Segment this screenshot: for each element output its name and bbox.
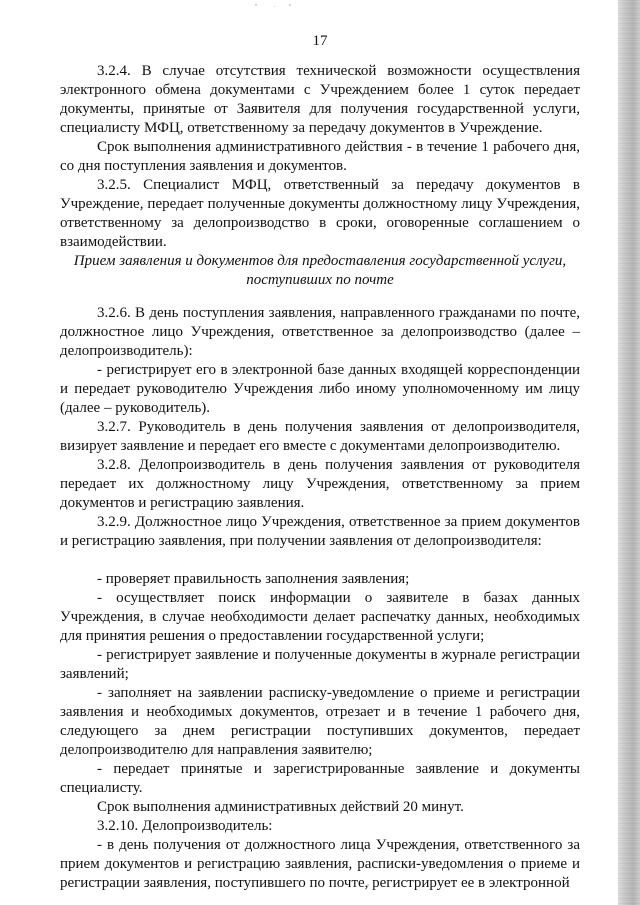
paragraph-receipt-item: - заполняет на заявлении расписку-уведомление о приеме и регистрации заявления и необходимых документов, отрезает и в течение 1 рабочего дня, следующего за днем регистрации поступивших документов, передает делопроизводителю для направления заявителю; — [60, 685, 580, 758]
paragraph-3-2-9: 3.2.9. Должностное лицо Учреждения, ответственное за прием документов и регистрацию заявления, при получении заявления от делопроизводителя: — [60, 514, 580, 549]
paragraph-3-2-10: 3.2.10. Делопроизводитель: — [97, 818, 273, 834]
paragraph-register-item: - регистрирует его в электронной базе данных входящей корреспонденции и передает руководителю Учреждения либо иному уполномоченному им лицу (далее – руководитель). — [60, 362, 580, 416]
page-number: 17 — [312, 33, 328, 49]
paragraph-journal-item: - регистрирует заявление и полученные документы в журнале регистрации заявлений; — [60, 647, 580, 682]
paragraph-transfer-item: - передает принятые и зарегистрированные заявление и документы специалисту. — [60, 761, 580, 796]
scan-speck — [274, 6, 275, 7]
paragraph-3-2-6: 3.2.6. В день поступления заявления, направленного гражданами по почте, должностное лицо Учреждения, ответственное за делопроизводство (далее – делопроизводитель): — [60, 305, 580, 359]
paragraph-check-item: - проверяет правильность заполнения заявления; — [97, 571, 410, 587]
paragraph-3-2-5: 3.2.5. Специалист МФЦ, ответственный за передачу документов в Учреждение, передает полученные документы должностному лицу Учреждения, ответственному за делопроизводство в сроки, оговоренные соглашением о взаимодействии. — [60, 177, 580, 250]
paragraph-deadline-1: Срок выполнения административного действия - в течение 1 рабочего дня, со дня поступления заявления и документов. — [60, 139, 580, 174]
paragraph-register-receipt-item: - в день получения от должностного лица Учреждения, ответственного за прием документов и регистрацию заявления, расписки-уведомления о приеме и регистрации заявления, поступившего по почте, регистрирует ее в электронной — [60, 837, 580, 891]
paragraph-3-2-8: 3.2.8. Делопроизводитель в день получения заявления от руководителя передает их должностному лицу Учреждения, ответственному за прием документов и регистрацию заявления. — [60, 457, 580, 511]
scan-speck — [289, 4, 291, 6]
paragraph-3-2-4: 3.2.4. В случае отсутствия технической возможности осуществления электронного обмена документами с Учреждением более 1 суток передает документы, принятые от Заявителя для получения государственной услуги, специалисту МФЦ, ответственному за передачу документов в Учреждение. — [60, 63, 580, 136]
paragraph-search-item: - осуществляет поиск информации о заявителе в базах данных Учреждения, в случае необходимости делает распечатку данных, необходимых для принятия решения о предоставлении государственной услуги; — [60, 590, 580, 644]
section-heading-mail: Прием заявления и документов для предоставления государственной услуги, поступивших по почте — [73, 253, 567, 288]
document-page — [60, 0, 580, 905]
scan-edge-shadow — [618, 0, 640, 905]
scan-speck — [255, 4, 257, 6]
paragraph-3-2-7: 3.2.7. Руководитель в день получения заявления от делопроизводителя, визирует заявление и передает его вместе с документами делопроизводителю. — [60, 419, 580, 454]
paragraph-deadline-2: Срок выполнения административных действий 20 минут. — [97, 799, 464, 815]
scan-speck — [367, 884, 369, 886]
